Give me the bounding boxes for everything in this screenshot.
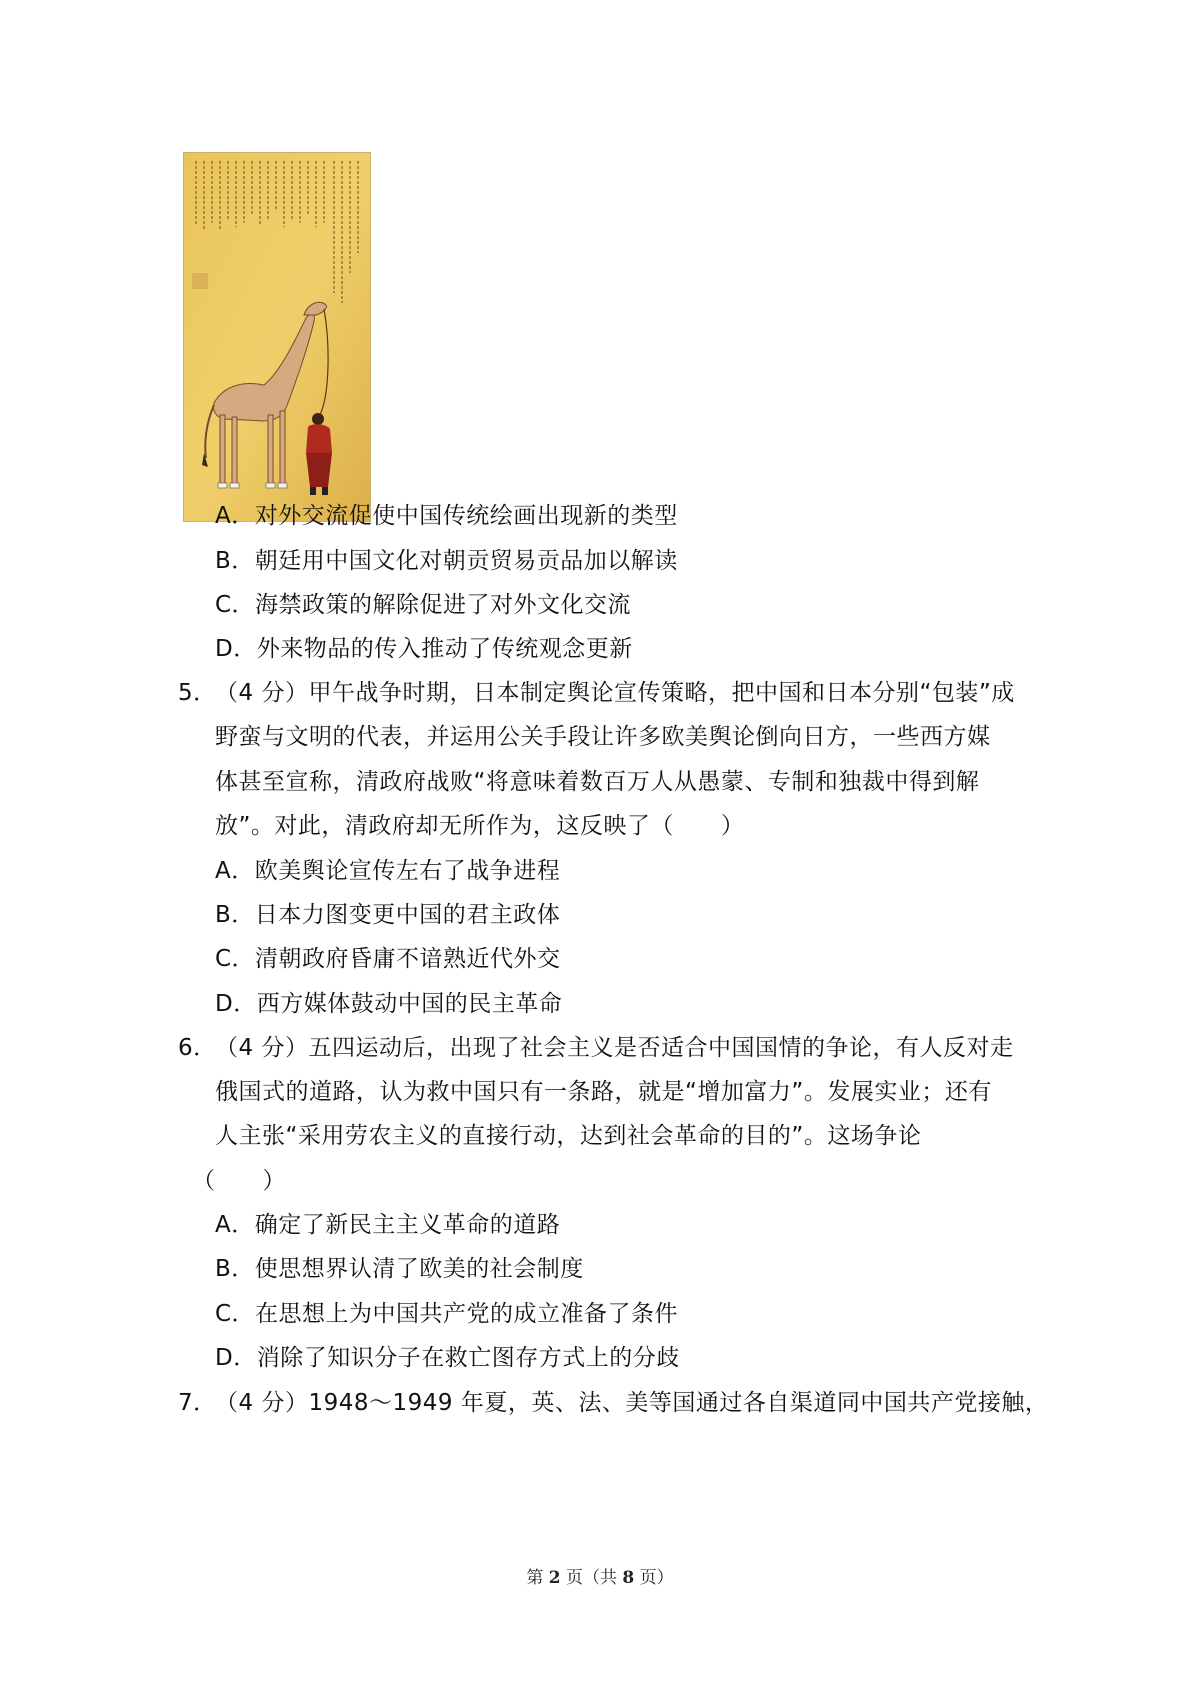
q5-option-c: C．清朝政府昏庸不谙熟近代外交 — [215, 946, 561, 972]
q4-option-b: B．朝廷用中国文化对朝贡贸易贡品加以解读 — [215, 548, 678, 574]
q5-option-b: B．日本力图变更中国的君主政体 — [215, 902, 561, 928]
q6-stem-line-3: 人主张“采用劳农主义的直接行动，达到社会革命的目的”。这场争论 — [215, 1123, 922, 1149]
q5-number: 5． — [178, 680, 217, 706]
giraffe-painting — [183, 152, 371, 522]
q6-answer-paren: （ ） — [192, 1168, 286, 1194]
q6-option-c: C．在思想上为中国共产党的成立准备了条件 — [215, 1301, 679, 1327]
q5-stem-line-1: （4 分）甲午战争时期，日本制定舆论宣传策略，把中国和日本分别“包装”成 — [215, 680, 1015, 706]
q6-option-b: B．使思想界认清了欧美的社会制度 — [215, 1256, 584, 1282]
q5-stem-line-4: 放”。对此，清政府却无所作为，这反映了（ ） — [215, 813, 745, 839]
q5-option-d: D．西方媒体鼓动中国的民主革命 — [215, 991, 563, 1017]
q7-stem-line-1: （4 分）1948～1949 年夏，英、法、美等国通过各自渠道同中国共产党接触， — [215, 1390, 1049, 1416]
page-footer — [0, 1563, 1200, 1588]
q6-option-a: A．确定了新民主主义革命的道路 — [215, 1212, 561, 1238]
q6-number: 6． — [178, 1035, 217, 1061]
q4-option-c: C．海禁政策的解除促进了对外文化交流 — [215, 592, 632, 618]
q5-stem-line-2: 野蛮与文明的代表，并运用公关手段让许多欧美舆论倒向日方，一些西方媒 — [215, 724, 991, 750]
q4-option-d: D．外来物品的传入推动了传统观念更新 — [215, 636, 633, 662]
q5-stem-line-3: 体甚至宣称，清政府战败“将意味着数百万人从愚蒙、专制和独裁中得到解 — [215, 769, 980, 795]
footer-total-pages: 8 — [622, 1568, 635, 1588]
footer-prefix: 第 — [526, 1568, 549, 1588]
footer-middle: 页（共 — [560, 1568, 623, 1588]
q5-option-a: A．欧美舆论宣传左右了战争进程 — [215, 858, 561, 884]
footer-page-number: 2 — [548, 1568, 561, 1588]
q6-stem-line-2: 俄国式的道路，认为救中国只有一条路，就是“增加富力”。发展实业；还有 — [215, 1079, 992, 1105]
footer-suffix: 页） — [634, 1568, 674, 1588]
q6-option-d: D．消除了知识分子在救亡图存方式上的分歧 — [215, 1345, 680, 1371]
q7-number: 7． — [178, 1390, 217, 1416]
q6-stem-line-1: （4 分）五四运动后，出现了社会主义是否适合中国国情的争论，有人反对走 — [215, 1035, 1014, 1061]
q4-option-a: A．对外交流促使中国传统绘画出现新的类型 — [215, 503, 678, 529]
